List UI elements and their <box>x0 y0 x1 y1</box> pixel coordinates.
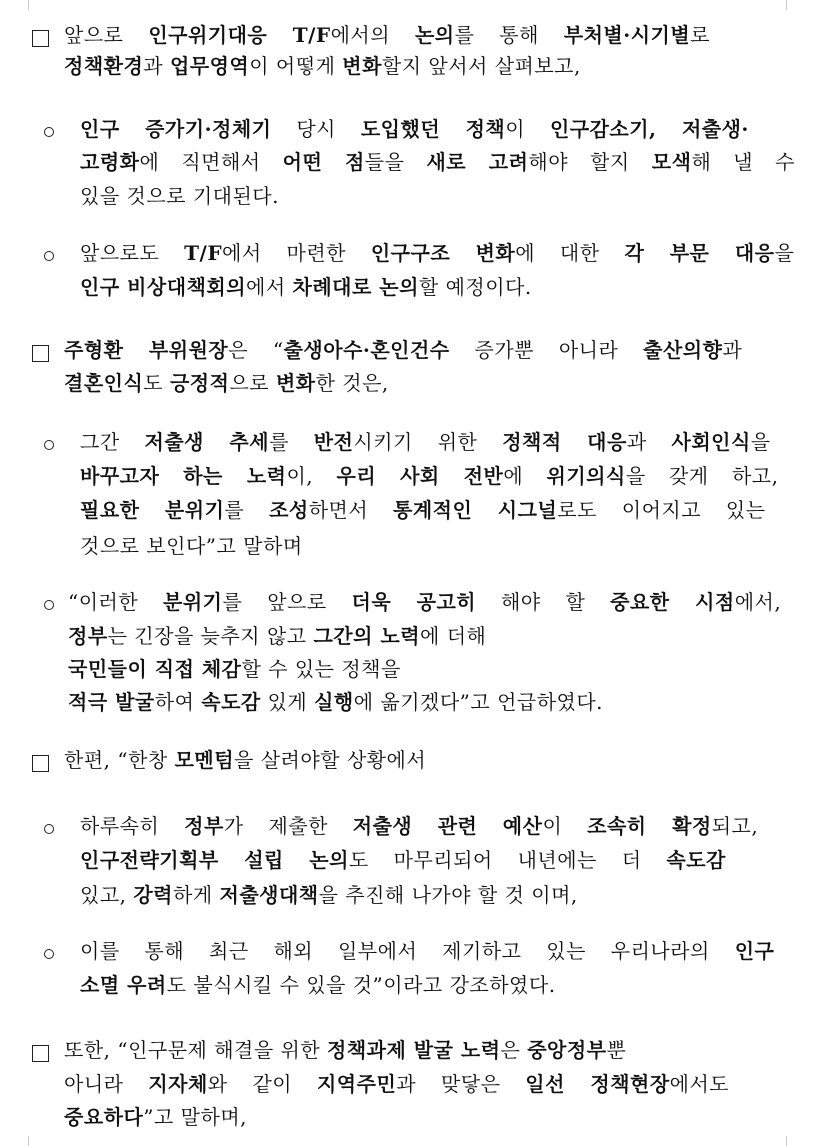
text-run: 앞으로 <box>64 23 149 47</box>
text-run: 한편, “한창 <box>64 748 175 772</box>
line-content <box>68 655 401 683</box>
text-run: 해야 할지 <box>528 150 652 174</box>
text-run: 하여 <box>154 690 202 714</box>
bold-run: 인구구조 변화 <box>370 241 516 265</box>
bold-run: 정책환경 <box>64 54 144 78</box>
bold-run: 사회인식 <box>671 430 751 454</box>
text-run: 시키기 위한 <box>353 430 503 454</box>
bold-run: 새로 고려 <box>426 150 529 174</box>
crop-mark-bottom-right <box>786 1136 797 1146</box>
text-run: 과 맞닿은 <box>396 1072 526 1096</box>
checkbox-bullet <box>32 30 49 47</box>
text-run: 이를 통해 최근 해외 일부에서 제기하고 있는 우리나라의 <box>80 939 735 963</box>
bold-run: 차례대로 논의 <box>292 275 419 299</box>
text-run: 으로 <box>229 371 276 395</box>
bold-run: 결혼인식 <box>64 371 144 395</box>
text-run: 하게 <box>173 883 220 907</box>
line-content <box>80 812 758 840</box>
text-run: 을 <box>774 241 795 265</box>
bold-run: 통계적인 시그널 <box>393 498 558 522</box>
bold-run: 긍정적 <box>169 371 230 395</box>
text-run: 을 살려야할 상황에서 <box>234 748 427 772</box>
circle-bullet <box>44 440 54 450</box>
line-content <box>80 496 766 524</box>
circle-bullet <box>44 127 54 137</box>
crop-mark-bottom-left <box>18 1136 29 1146</box>
bold-run: 변화 <box>275 371 316 395</box>
text-run: 한 것은, <box>315 371 389 395</box>
bold-run: 더욱 공고히 <box>351 590 477 614</box>
line-content <box>80 115 749 143</box>
line-content <box>64 369 389 397</box>
bold-run: 실행 <box>314 690 354 714</box>
text-run: 있을 것으로 기대된다. <box>80 184 279 208</box>
text-run: 로 <box>690 23 710 47</box>
bold-run: 정부 <box>68 624 108 648</box>
bold-run: 저출생대책 <box>219 883 319 907</box>
text-run: 하면서 <box>308 498 394 522</box>
bold-run: 출생아수·혼인건수 <box>283 338 450 362</box>
bold-run: 속도감 <box>666 848 726 872</box>
circle-bullet <box>44 949 54 959</box>
line-content <box>64 52 581 80</box>
line-content <box>80 273 532 301</box>
text-run: 를 <box>269 430 314 454</box>
text-run: 해야 할 <box>476 590 611 614</box>
text-run: 에 직면해서 <box>139 150 283 174</box>
bold-run: 주형환 부위원장 <box>64 338 229 362</box>
text-run: 에 <box>503 464 547 488</box>
bold-run: 업무영역 <box>169 54 250 78</box>
bold-run: 강력 <box>133 883 173 907</box>
line-content <box>80 148 795 176</box>
bold-run: 필요한 분위기 <box>80 498 225 522</box>
bold-run: 저출생 관련 예산 <box>352 814 543 838</box>
bold-run: 어떤 점 <box>282 150 365 174</box>
bold-run: 인구전략기획부 설립 논의 <box>80 848 349 872</box>
checkbox-bullet <box>32 345 49 362</box>
text-run: 증가뿐 아니라 <box>449 338 644 362</box>
text-run: 을 갖게 하고, <box>625 464 779 488</box>
line-content <box>80 182 279 210</box>
circle-bullet <box>44 824 54 834</box>
text-run: 과 <box>626 430 672 454</box>
text-run: 에서도 <box>669 1072 730 1096</box>
checkbox-bullet <box>32 755 49 772</box>
bold-run: 그간의 노력 <box>313 624 421 648</box>
text-run: 또한, “인구문제 해결을 위한 <box>64 1038 328 1062</box>
text-run: 도 <box>143 371 170 395</box>
line-content <box>64 1103 247 1131</box>
bold-run: 고령화 <box>80 150 140 174</box>
bold-run: 각 부문 대응 <box>624 241 775 265</box>
line-content <box>80 937 774 965</box>
bold-run: 모색 <box>651 150 692 174</box>
line-content <box>64 21 710 49</box>
bold-run: 출산의향 <box>643 338 723 362</box>
text-run: 해 낼 수 <box>691 150 795 174</box>
bold-run: 중요한 시점 <box>610 590 735 614</box>
circle-bullet <box>44 600 54 610</box>
bold-run: 반전 <box>313 430 354 454</box>
line-content <box>64 336 742 364</box>
text-run: 할지 앞서서 살펴보고, <box>381 54 581 78</box>
bold-run: 지역주민 <box>316 1072 397 1096</box>
text-run: 이 <box>542 814 588 838</box>
line-content <box>80 971 556 999</box>
bold-run: 변화 <box>342 54 382 78</box>
text-run: 에서, <box>734 590 782 614</box>
bold-run: 인구 <box>734 939 775 963</box>
text-run: 있고, <box>80 883 134 907</box>
bold-run: 적극 발굴 <box>68 690 155 714</box>
text-run: ”고 말하며, <box>143 1105 248 1129</box>
text-run: 것으로 보인다”고 말하며 <box>80 534 303 558</box>
text-run: 앞으로도 <box>80 241 185 265</box>
text-run: 당시 <box>271 117 361 141</box>
line-content <box>68 622 486 650</box>
text-run: 가 제출한 <box>223 814 353 838</box>
bold-run: 인구위기대응 T/F <box>148 23 331 47</box>
text-run: 에서 마련한 <box>222 241 371 265</box>
text-run: 할 예정이다. <box>418 275 532 299</box>
text-run: 아니라 <box>64 1072 149 1096</box>
text-run: “이러한 <box>68 590 164 614</box>
text-run: 을 추진해 나가야 할 것 이며, <box>318 883 578 907</box>
line-content <box>80 462 778 490</box>
bold-run: 속도감 <box>201 690 261 714</box>
text-run: 은 “ <box>228 338 284 362</box>
bold-run: 정책과제 발굴 노력 <box>327 1038 501 1062</box>
bold-run: 인구감소기, 저출생· <box>549 117 749 141</box>
text-run: 로도 이어지고 있는 <box>557 498 766 522</box>
bold-run: 중앙정부 <box>527 1038 607 1062</box>
text-run: 를 앞으로 <box>222 590 352 614</box>
text-run: 이, <box>286 464 337 488</box>
bold-run: 바꾸고자 하는 노력 <box>80 464 287 488</box>
bold-run: 우리 사회 전반 <box>336 464 504 488</box>
text-run: 되고, <box>711 814 759 838</box>
bold-run: 부처별·시기별 <box>563 23 691 47</box>
text-run: 와 같이 <box>207 1072 317 1096</box>
text-run: 이 어떻게 <box>249 54 343 78</box>
text-run: 도 불식시킬 수 있을 것”이라고 강조하였다. <box>166 973 556 997</box>
line-content <box>68 688 603 716</box>
text-run: 그간 <box>80 430 145 454</box>
line-content <box>80 428 771 456</box>
bold-run: 모멘텀 <box>174 748 235 772</box>
bold-run: T/F <box>184 241 223 265</box>
line-content <box>68 588 781 616</box>
text-run: 를 <box>224 498 270 522</box>
text-run: 도 마무리되어 내년에는 더 <box>348 848 667 872</box>
text-run: 는 긴장을 늦추지 않고 <box>107 624 314 648</box>
text-run: 에 대한 <box>515 241 625 265</box>
text-run: 에서 <box>246 275 293 299</box>
bold-run: 위기의식 <box>546 464 626 488</box>
line-content <box>80 846 726 874</box>
bold-run: 도입했던 정책 <box>360 117 506 141</box>
circle-bullet <box>44 251 54 261</box>
bold-run: 소멸 우려 <box>80 973 167 997</box>
line-content <box>80 881 578 909</box>
line-content <box>64 1036 626 1064</box>
text-run: 과 <box>143 54 170 78</box>
text-run: 에 더해 <box>420 624 487 648</box>
bold-run: 논의 <box>414 23 455 47</box>
text-run: 하루속히 <box>80 814 185 838</box>
bold-run: 중요하다 <box>64 1105 144 1129</box>
line-content <box>80 532 303 560</box>
bold-run: 인구 비상대책회의 <box>80 275 247 299</box>
text-run: 있게 <box>260 690 315 714</box>
bold-run: 정부 <box>184 814 224 838</box>
crop-mark-top-right <box>786 0 797 10</box>
text-run: 에서의 <box>330 23 415 47</box>
line-content <box>64 1070 729 1098</box>
bold-run: 지자체 <box>148 1072 208 1096</box>
checkbox-bullet <box>32 1045 49 1062</box>
text-run: 할 수 있는 정책을 <box>241 657 401 681</box>
line-content <box>64 746 426 774</box>
bold-run: 분위기 <box>163 590 223 614</box>
text-run: 뿐 <box>606 1038 627 1062</box>
bold-run: 조속히 확정 <box>587 814 712 838</box>
text-run: 과 <box>722 338 743 362</box>
text-run: 이 <box>505 117 550 141</box>
bold-run: 조성 <box>269 498 309 522</box>
bold-run: 인구 증가기·정체기 <box>80 117 272 141</box>
bold-run: 국민들이 직접 체감 <box>68 657 242 681</box>
crop-mark-top-left <box>18 0 29 10</box>
bold-run: 정책적 대응 <box>502 430 627 454</box>
text-run: 을 <box>750 430 771 454</box>
text-run: 를 통해 <box>454 23 564 47</box>
text-run: 들을 <box>364 150 427 174</box>
text-run: 에 옮기겠다”고 언급하였다. <box>353 690 604 714</box>
bold-run: 일선 정책현장 <box>525 1072 670 1096</box>
bold-run: 저출생 추세 <box>144 430 270 454</box>
line-content <box>80 239 794 267</box>
text-run: 은 <box>500 1038 528 1062</box>
